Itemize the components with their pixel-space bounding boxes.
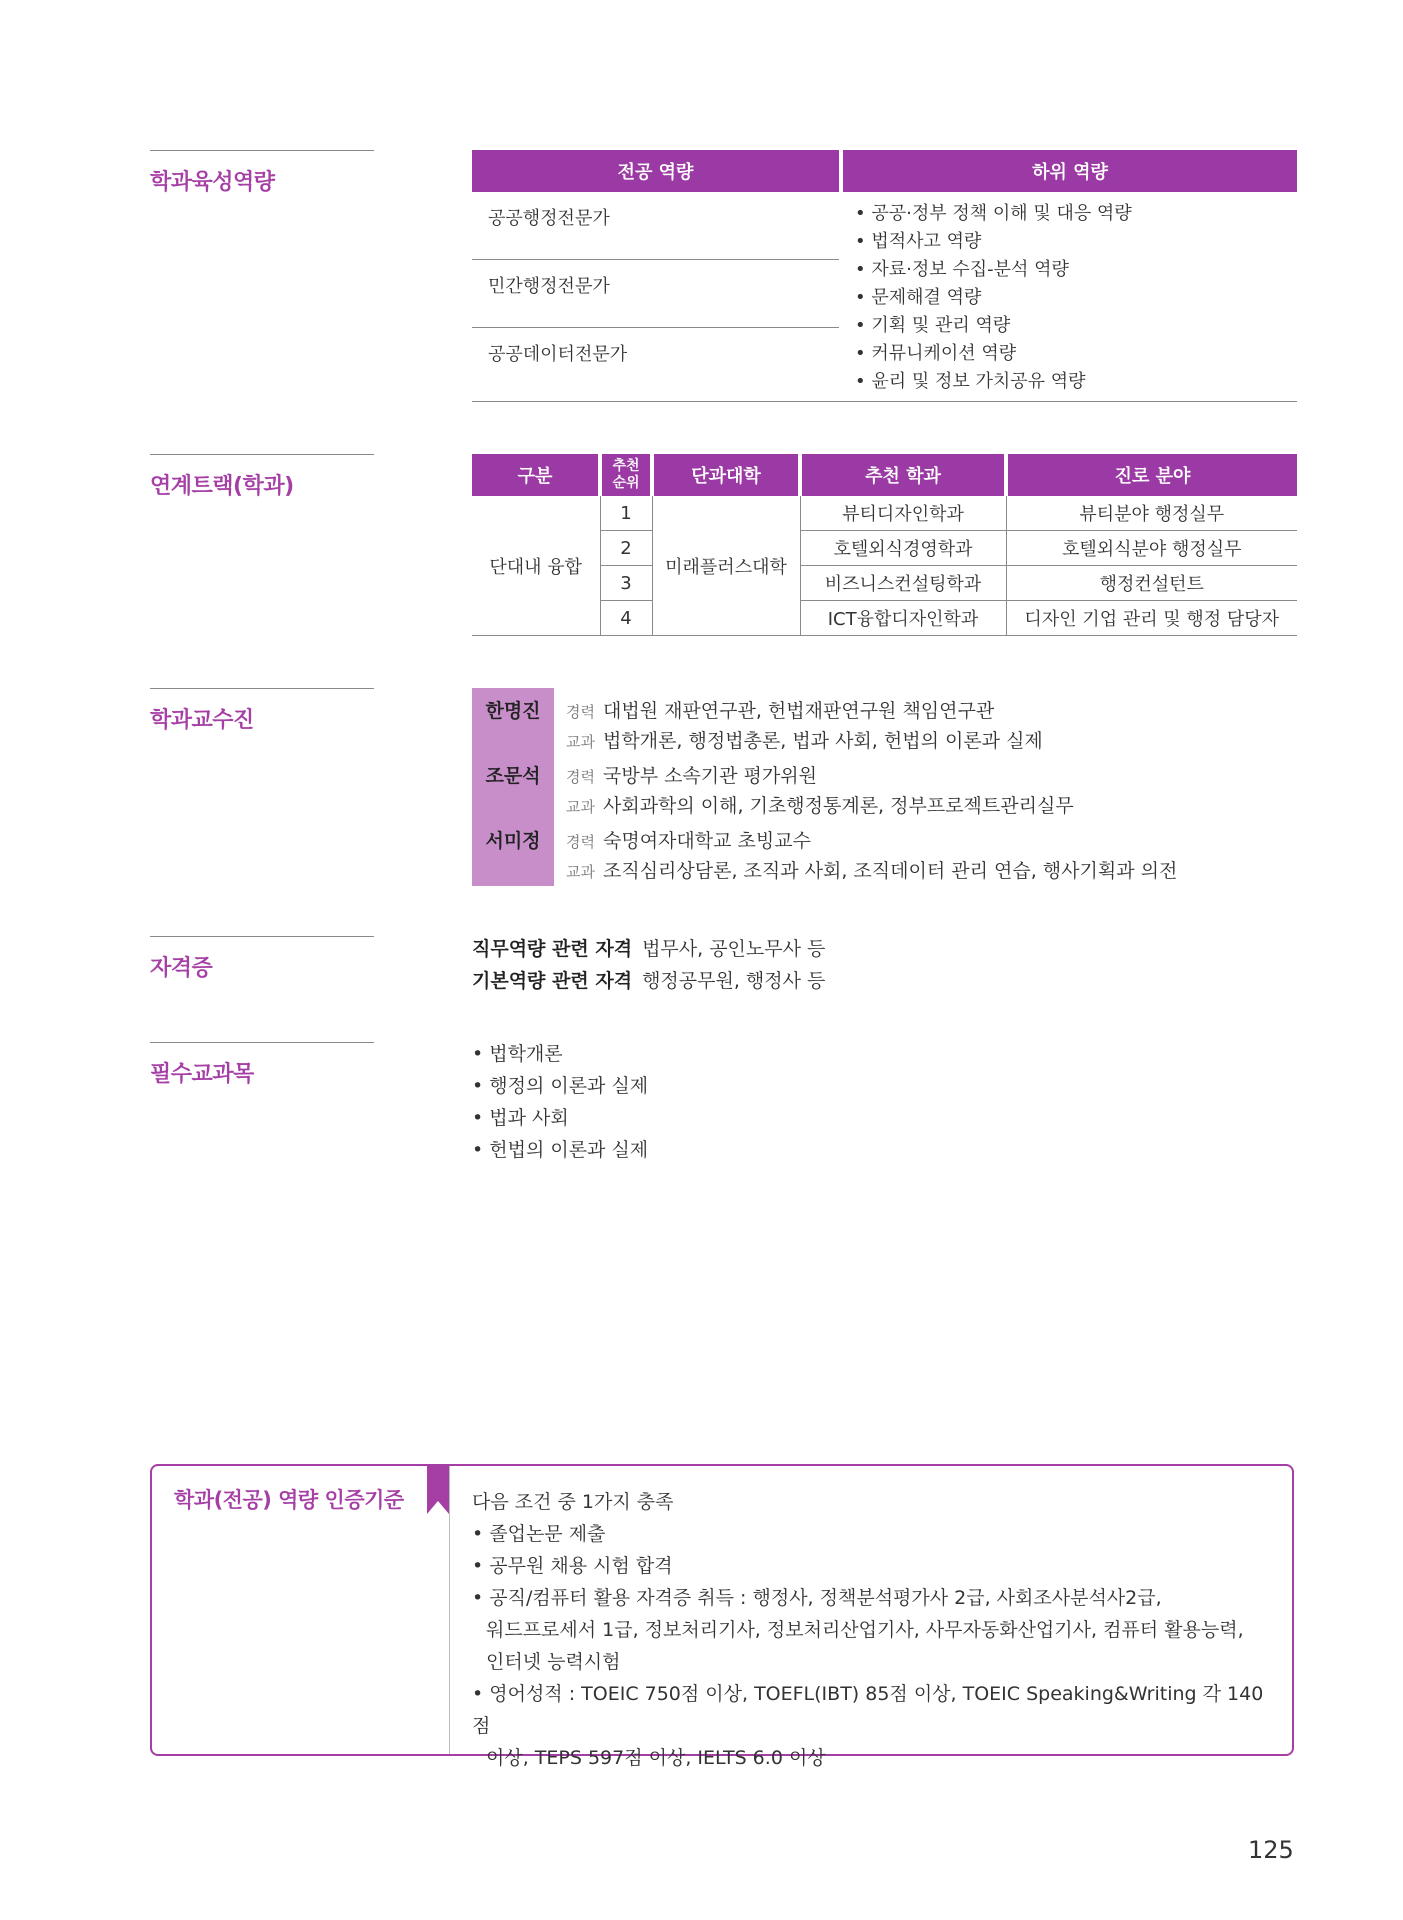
track-table [472, 454, 1297, 636]
faculty-career-text: 숙명여자대학교 초빙교수 [602, 830, 811, 852]
track-college: 미래플러스대학 [652, 496, 800, 636]
header-career: 진로 분야 [1006, 454, 1297, 496]
header-college: 단과대학 [652, 454, 800, 496]
track-department: 호텔외식경영학과 [800, 531, 1006, 566]
criteria-item: • 영어성적 : TOEIC 750점 이상, TOEFL(IBT) 85점 이상, TOEIC Speaking&Writing 각 140점 [472, 1683, 1264, 1737]
required-course-list [472, 1038, 648, 1166]
faculty-name: 조문석 [485, 765, 541, 787]
list-item: • 행정의 이론과 실제 [472, 1075, 649, 1097]
course-tag: 교과 [566, 798, 595, 816]
header-major-competency: 전공 역량 [472, 150, 839, 192]
track-career: 뷰티분야 행정실무 [1006, 496, 1297, 531]
major-item: 공공행정전문가 [472, 192, 839, 260]
criteria-item: • 졸업논문 제출 [472, 1523, 606, 1545]
major-list [472, 192, 839, 401]
track-career: 행정컨설턴트 [1006, 566, 1297, 601]
criteria-content [472, 1486, 1272, 1774]
faculty-courses-text: 법학개론, 행정법총론, 법과 사회, 헌법의 이론과 실제 [602, 730, 1043, 752]
major-item: 민간행정전문가 [472, 260, 839, 328]
sub-competency-item: • 법적사고 역량 [855, 231, 982, 252]
track-table-header [472, 454, 1297, 496]
table-row [472, 496, 1297, 531]
sub-competency-item: • 자료·정보 수집-분석 역량 [855, 259, 1069, 280]
sub-competency-item: • 기획 및 관리 역량 [855, 315, 1011, 336]
sub-competency-item: • 커뮤니케이션 역량 [855, 343, 1017, 364]
criteria-item-continued: 이상, TEPS 597점 이상, IELTS 6.0 이상 [486, 1747, 826, 1769]
track-group: 단대내 융합 [472, 496, 600, 636]
course-tag: 교과 [566, 863, 595, 881]
track-department: ICT융합디자인학과 [800, 601, 1006, 636]
faculty-career [566, 826, 811, 853]
faculty-career [566, 696, 994, 723]
faculty-courses-text: 조직심리상담론, 조직과 사회, 조직데이터 관리 연습, 행사기획과 의전 [602, 860, 1178, 882]
section-title-faculty: 학과교수진 [150, 688, 374, 734]
course-tag: 교과 [566, 733, 595, 751]
track-career: 디자인 기업 관리 및 행정 담당자 [1006, 601, 1297, 636]
header-category: 구분 [472, 454, 600, 496]
criteria-intro: 다음 조건 중 1가지 충족 [472, 1491, 674, 1513]
faculty-career-text: 국방부 소속기관 평가위원 [602, 765, 817, 787]
track-career: 호텔외식분야 행정실무 [1006, 531, 1297, 566]
career-tag: 경력 [566, 768, 595, 786]
criteria-item: • 공직/컴퓨터 활용 자격증 취득 : 행정사, 정책분석평가사 2급, 사회조사분석사2급, [472, 1587, 1162, 1609]
criteria-divider [449, 1466, 450, 1754]
competency-table-header [472, 150, 1297, 192]
sub-competency-item: • 공공·정부 정책 이해 및 대응 역량 [855, 203, 1132, 224]
sub-competency-item: • 윤리 및 정보 가치공유 역량 [855, 371, 1086, 392]
header-sub-competency: 하위 역량 [843, 150, 1297, 192]
competency-table [472, 150, 1297, 402]
criteria-item: • 공무원 채용 시험 합격 [472, 1555, 673, 1577]
faculty-name: 한명진 [485, 700, 541, 722]
section-title-competency: 학과육성역량 [150, 150, 374, 196]
faculty-career [566, 761, 817, 788]
faculty-courses [566, 791, 1074, 818]
faculty-career-text: 대법원 재판연구관, 헌법재판연구원 책임연구관 [602, 700, 995, 722]
list-item: • 법학개론 [472, 1043, 563, 1065]
section-title-track: 연계트랙(학과) [150, 454, 374, 500]
track-rank: 4 [600, 601, 652, 636]
section-title-certificates: 자격증 [150, 936, 374, 982]
header-rank-label: 추천 순위 [612, 458, 640, 491]
list-item: • 헌법의 이론과 실제 [472, 1139, 649, 1161]
track-rank: 1 [600, 496, 652, 531]
track-rank: 3 [600, 566, 652, 601]
certificate-label: 기본역량 관련 자격 [472, 970, 633, 992]
certificate-value: 행정공무원, 행정사 등 [642, 970, 826, 992]
list-item: • 법과 사회 [472, 1107, 569, 1129]
criteria-item-continued: 워드프로세서 1급, 정보처리기사, 정보처리산업기사, 사무자동화산업기사, 컴퓨터 활용능력, [486, 1619, 1244, 1641]
certificate-label: 직무역량 관련 자격 [472, 938, 633, 960]
career-tag: 경력 [566, 703, 595, 721]
faculty-courses [566, 856, 1177, 883]
criteria-box [150, 1464, 1294, 1769]
criteria-title: 학과(전공) 역량 인증기준 [174, 1488, 404, 1512]
sub-competency-list [843, 192, 1297, 401]
certificate-row [472, 966, 825, 993]
track-department: 비즈니스컨설팅학과 [800, 566, 1006, 601]
certificate-row [472, 934, 825, 961]
faculty-courses-text: 사회과학의 이해, 기초행정통계론, 정부프로젝트관리실무 [602, 795, 1074, 817]
certificate-value: 법무사, 공인노무사 등 [642, 938, 826, 960]
page-number: 125 [1248, 1836, 1294, 1864]
section-title-required: 필수교과목 [150, 1042, 374, 1088]
header-department: 추천 학과 [800, 454, 1006, 496]
faculty-name: 서미정 [485, 830, 541, 852]
header-rank [600, 454, 652, 496]
career-tag: 경력 [566, 833, 595, 851]
criteria-item-continued: 인터넷 능력시험 [486, 1651, 621, 1673]
faculty-courses [566, 726, 1043, 753]
track-rank: 2 [600, 531, 652, 566]
track-department: 뷰티디자인학과 [800, 496, 1006, 531]
sub-competency-item: • 문제해결 역량 [855, 287, 982, 308]
bookmark-icon [427, 1464, 449, 1514]
major-item: 공공데이터전문가 [488, 344, 628, 365]
